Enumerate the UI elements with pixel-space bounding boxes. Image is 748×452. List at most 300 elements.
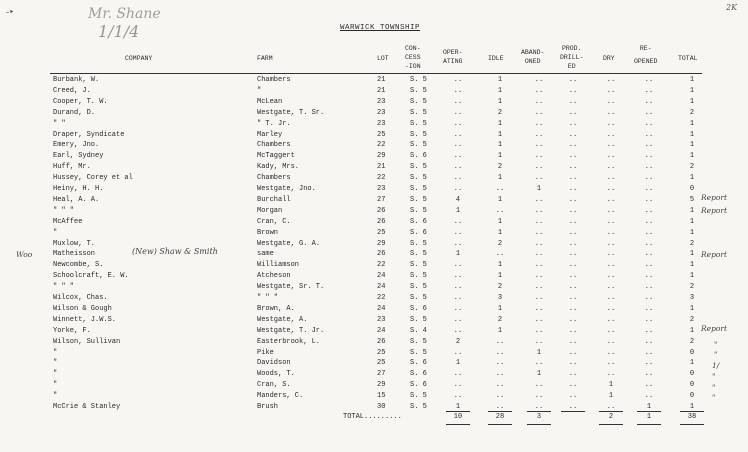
cell-ab: 1 bbox=[536, 348, 542, 357]
table-row bbox=[0, 358, 748, 369]
cell-dry: .. bbox=[606, 337, 616, 346]
margin-note-quote-1: " bbox=[714, 340, 718, 349]
cell-op: .. bbox=[453, 239, 463, 248]
cell-pd: .. bbox=[568, 239, 578, 248]
cell-dry: .. bbox=[606, 152, 616, 161]
cell-pd: .. bbox=[568, 294, 578, 302]
table-row bbox=[0, 304, 748, 315]
table-row bbox=[0, 130, 748, 141]
cell-re: .. bbox=[644, 392, 654, 401]
cell-ab: .. bbox=[534, 381, 544, 390]
cell-idle: .. bbox=[495, 403, 505, 411]
cell-dry: .. bbox=[606, 228, 616, 237]
table-row bbox=[0, 337, 748, 348]
margin-note-quote-2: " bbox=[714, 350, 718, 359]
table-row bbox=[0, 75, 748, 86]
cell-re: .. bbox=[644, 381, 654, 390]
totals-operating: 10 bbox=[453, 413, 463, 421]
cell-con: S. 6 bbox=[410, 381, 427, 390]
cell-total: 0 bbox=[689, 370, 695, 379]
cell-total: 2 bbox=[689, 337, 695, 346]
cell-total: 2 bbox=[689, 283, 695, 292]
cell-company: Durand, D. bbox=[53, 108, 96, 117]
cell-op: .. bbox=[453, 370, 463, 379]
cell-farm: " " " bbox=[257, 294, 279, 302]
cell-op: .. bbox=[453, 283, 463, 292]
cell-ab: .. bbox=[534, 152, 544, 161]
cell-ab: .. bbox=[534, 174, 544, 183]
cell-idle: 2 bbox=[497, 315, 503, 324]
cell-company: " bbox=[53, 370, 58, 379]
table-row bbox=[0, 271, 748, 282]
cell-lot: 21 bbox=[377, 163, 386, 172]
cell-dry: .. bbox=[606, 97, 616, 106]
cell-pd: .. bbox=[568, 76, 578, 84]
table-row bbox=[0, 184, 748, 195]
cell-con: S. 5 bbox=[410, 272, 427, 281]
cell-ab: .. bbox=[534, 97, 544, 106]
cell-idle: .. bbox=[495, 206, 505, 215]
document-title: WARWICK TOWNSHIP bbox=[340, 24, 421, 32]
cell-idle: 2 bbox=[497, 163, 503, 172]
cell-idle: 1 bbox=[497, 76, 503, 84]
table-row bbox=[0, 119, 748, 130]
header-reopened bbox=[634, 44, 657, 66]
cell-pd: .. bbox=[568, 359, 578, 368]
cell-con: S. 5 bbox=[410, 195, 427, 204]
cell-pd: .. bbox=[568, 370, 578, 379]
cell-re: .. bbox=[644, 86, 654, 95]
cell-farm: Burchall bbox=[257, 195, 291, 204]
cell-lot: 23 bbox=[377, 108, 386, 117]
cell-con: S. 5 bbox=[410, 294, 427, 302]
cell-dry: .. bbox=[606, 294, 616, 302]
header-operating-1: OPER- bbox=[443, 49, 463, 56]
cell-lot: 23 bbox=[377, 185, 386, 193]
header-prod-2: DRILL- bbox=[560, 54, 584, 61]
cell-total: 1 bbox=[689, 272, 695, 281]
cell-farm: Brown bbox=[257, 228, 279, 237]
cell-pd: .. bbox=[568, 326, 578, 335]
cell-lot: 23 bbox=[377, 119, 386, 128]
cell-farm: " bbox=[257, 86, 262, 95]
margin-note-report-3: Report bbox=[701, 250, 728, 259]
cell-idle: .. bbox=[495, 359, 505, 368]
cell-ab: .. bbox=[534, 326, 544, 335]
totals-dry: 2 bbox=[608, 413, 614, 421]
cell-op: 4 bbox=[455, 195, 461, 204]
cell-op: .. bbox=[453, 119, 463, 128]
cell-re: .. bbox=[644, 283, 654, 292]
cell-dry: .. bbox=[606, 250, 616, 259]
handwritten-header-date: 1/1/4 bbox=[98, 22, 140, 41]
cell-idle: 2 bbox=[497, 239, 503, 248]
cell-dry: .. bbox=[606, 370, 616, 379]
cell-op: .. bbox=[453, 272, 463, 281]
table-row bbox=[0, 348, 748, 359]
cell-farm: Cran, C. bbox=[257, 217, 291, 226]
table-row bbox=[0, 249, 748, 260]
cell-ab: .. bbox=[534, 250, 544, 259]
totals-double-rule-total bbox=[680, 424, 704, 425]
cell-con: S. 5 bbox=[410, 315, 427, 324]
cell-company: Matheisson bbox=[53, 250, 96, 259]
header-con-2: CESS bbox=[405, 54, 421, 61]
cell-idle: 1 bbox=[497, 195, 503, 204]
cell-re: .. bbox=[644, 370, 654, 379]
totals-rule-dry bbox=[599, 411, 623, 412]
cell-company: Heal, A. A. bbox=[53, 195, 100, 204]
cell-total: 1 bbox=[689, 206, 695, 215]
margin-note-woo: Woo bbox=[16, 250, 33, 259]
cell-lot: 22 bbox=[377, 261, 386, 270]
cell-lot: 21 bbox=[377, 76, 386, 84]
cell-company: Schoolcraft, E. W. bbox=[53, 272, 129, 281]
header-prod-3: ED bbox=[567, 63, 576, 70]
margin-note-quote-4: " bbox=[712, 383, 716, 392]
cell-lot: 23 bbox=[377, 315, 386, 324]
cell-total: 0 bbox=[689, 392, 695, 401]
cell-farm: Kady, Mrs. bbox=[257, 163, 300, 172]
header-idle: IDLE bbox=[488, 55, 504, 62]
cell-con: S. 5 bbox=[410, 174, 427, 183]
cell-re: .. bbox=[644, 315, 654, 324]
cell-con: S. 5 bbox=[410, 86, 427, 95]
cell-farm: Cran, S. bbox=[257, 381, 291, 390]
cell-con: S. 5 bbox=[410, 283, 427, 292]
totals-rule-ab bbox=[527, 411, 551, 412]
cell-re: .. bbox=[644, 272, 654, 281]
cell-ab: .. bbox=[534, 130, 544, 139]
cell-total: 1 bbox=[689, 403, 695, 411]
cell-total: 1 bbox=[689, 119, 695, 128]
header-rule bbox=[50, 73, 702, 74]
cell-farm: McTaggert bbox=[257, 152, 295, 161]
cell-company: Wilson & Gough bbox=[53, 304, 112, 313]
cell-idle: .. bbox=[495, 370, 505, 379]
cell-re: .. bbox=[644, 76, 654, 84]
totals-rule-idle bbox=[488, 411, 512, 412]
table-row bbox=[0, 228, 748, 239]
cell-farm: same bbox=[257, 250, 274, 259]
cell-con: S. 6 bbox=[410, 228, 427, 237]
table-row bbox=[0, 260, 748, 271]
cell-company: Cooper, T. W. bbox=[53, 97, 108, 106]
totals-double-rule-ab bbox=[527, 424, 551, 425]
cell-re: 1 bbox=[646, 403, 652, 411]
cell-pd: .. bbox=[568, 272, 578, 281]
cell-ab: .. bbox=[534, 141, 544, 150]
cell-company: Creed, J. bbox=[53, 86, 91, 95]
cell-company: Emery, Jno. bbox=[53, 141, 100, 150]
cell-dry: .. bbox=[606, 326, 616, 335]
cell-farm: Brown, A. bbox=[257, 304, 295, 313]
table-row bbox=[0, 282, 748, 293]
table-row bbox=[0, 86, 748, 97]
cell-op: .. bbox=[453, 381, 463, 390]
cell-op: .. bbox=[453, 163, 463, 172]
cell-re: .. bbox=[644, 195, 654, 204]
cell-idle: .. bbox=[495, 348, 505, 357]
cell-farm: Westgate, T. Jr. bbox=[257, 326, 325, 335]
cell-idle: 3 bbox=[497, 294, 503, 302]
totals-rule-re bbox=[637, 411, 661, 412]
header-prod-1: PROD. bbox=[561, 45, 582, 52]
cell-con: S. 5 bbox=[410, 108, 427, 117]
header-operating-2: ATING bbox=[443, 58, 463, 65]
cell-ab: .. bbox=[534, 239, 544, 248]
cell-farm: Williamson bbox=[257, 261, 300, 270]
table-row bbox=[0, 151, 748, 162]
cell-con: S. 5 bbox=[410, 239, 427, 248]
cell-pd: .. bbox=[568, 195, 578, 204]
cell-idle: 1 bbox=[497, 119, 503, 128]
header-abandoned bbox=[521, 48, 544, 66]
totals-double-rule-idle bbox=[488, 424, 512, 425]
cell-dry: .. bbox=[606, 86, 616, 95]
cell-dry: .. bbox=[606, 315, 616, 324]
table-row bbox=[0, 195, 748, 206]
table-row bbox=[0, 173, 748, 184]
cell-total: 2 bbox=[689, 108, 695, 117]
cell-op: .. bbox=[453, 217, 463, 226]
cell-pd: .. bbox=[568, 86, 578, 95]
cell-op: .. bbox=[453, 130, 463, 139]
cell-company: " " " bbox=[53, 283, 75, 292]
totals-double-rule-re bbox=[637, 424, 661, 425]
table-row bbox=[0, 293, 748, 304]
cell-con: S. 5 bbox=[410, 206, 427, 215]
cell-dry: .. bbox=[606, 195, 616, 204]
table-row bbox=[0, 108, 748, 119]
margin-note-report-1: Report bbox=[701, 193, 728, 202]
cell-pd: .. bbox=[568, 130, 578, 139]
cell-ab: .. bbox=[534, 86, 544, 95]
table-row bbox=[0, 239, 748, 250]
cell-farm: Chambers bbox=[257, 174, 291, 183]
cell-farm: Chambers bbox=[257, 141, 291, 150]
cell-company: Winnett, J.W.S. bbox=[53, 315, 117, 324]
cell-pd: .. bbox=[568, 206, 578, 215]
cell-re: .. bbox=[644, 239, 654, 248]
table-row bbox=[0, 315, 748, 326]
cell-idle: 1 bbox=[497, 86, 503, 95]
cell-total: 2 bbox=[689, 163, 695, 172]
header-reopened-1: RE- bbox=[639, 45, 652, 52]
cell-ab: .. bbox=[534, 283, 544, 292]
cell-dry: .. bbox=[606, 239, 616, 248]
cell-idle: 1 bbox=[497, 326, 503, 335]
cell-op: .. bbox=[453, 76, 463, 84]
cell-ab: 1 bbox=[536, 370, 542, 379]
cell-company: Newcombe, S. bbox=[53, 261, 104, 270]
cell-con: S. 5 bbox=[410, 261, 427, 270]
table-row bbox=[0, 380, 748, 391]
cell-pd: .. bbox=[568, 108, 578, 117]
cell-re: .. bbox=[644, 348, 654, 357]
cell-ab: .. bbox=[534, 359, 544, 368]
cell-re: .. bbox=[644, 294, 654, 302]
cell-con: S. 5 bbox=[410, 392, 427, 401]
cell-company: McCrie & Stanley bbox=[53, 403, 121, 411]
cell-op: 1 bbox=[455, 206, 461, 215]
cell-dry: .. bbox=[606, 108, 616, 117]
cell-pd: .. bbox=[568, 403, 578, 411]
cell-con: S. 5 bbox=[410, 163, 427, 172]
cell-idle: 2 bbox=[497, 108, 503, 117]
table-row bbox=[0, 402, 748, 413]
totals-reopened: 1 bbox=[646, 413, 652, 421]
cell-company: " bbox=[53, 348, 58, 357]
cell-re: .. bbox=[644, 337, 654, 346]
cell-lot: 27 bbox=[377, 195, 386, 204]
cell-pd: .. bbox=[568, 185, 578, 193]
cell-company: Earl, Sydney bbox=[53, 152, 104, 161]
page-number: 2K bbox=[726, 3, 738, 12]
cell-idle: 1 bbox=[497, 261, 503, 270]
cell-con: S. 6 bbox=[410, 359, 427, 368]
cell-pd: .. bbox=[568, 304, 578, 313]
handwritten-header-name: Mr. Shane bbox=[88, 6, 161, 22]
cell-farm: Westgate, G. A. bbox=[257, 239, 321, 248]
cell-dry: .. bbox=[606, 174, 616, 183]
cell-company: McAffee bbox=[53, 217, 83, 226]
cell-pd: .. bbox=[568, 261, 578, 270]
cell-op: 1 bbox=[455, 359, 461, 368]
cell-op: .. bbox=[453, 304, 463, 313]
cell-lot: 26 bbox=[377, 206, 386, 215]
cell-company: " bbox=[53, 359, 58, 368]
cell-total: 1 bbox=[689, 130, 695, 139]
cell-con: S. 6 bbox=[410, 304, 427, 313]
cell-total: 0 bbox=[689, 381, 695, 390]
header-dry: DRY bbox=[603, 55, 615, 62]
cell-lot: 29 bbox=[377, 381, 386, 390]
cell-re: .. bbox=[644, 185, 654, 193]
cell-idle: .. bbox=[495, 185, 505, 193]
header-lot: LOT bbox=[377, 55, 389, 62]
header-reopened-2: OPENED bbox=[634, 58, 658, 65]
cell-dry: .. bbox=[606, 304, 616, 313]
totals-rule-op bbox=[446, 411, 470, 412]
cell-lot: 25 bbox=[377, 228, 386, 237]
totals-rule-total bbox=[680, 411, 704, 412]
cell-ab: .. bbox=[534, 76, 544, 84]
cell-idle: 1 bbox=[497, 152, 503, 161]
cell-con: S. 5 bbox=[410, 97, 427, 106]
cell-pd: .. bbox=[568, 315, 578, 324]
cell-dry: .. bbox=[606, 403, 616, 411]
cell-company: Burbank, W. bbox=[53, 76, 100, 84]
cell-dry: .. bbox=[606, 261, 616, 270]
cell-con: S. 6 bbox=[410, 152, 427, 161]
cell-op: .. bbox=[453, 152, 463, 161]
cell-farm: Chambers bbox=[257, 76, 291, 84]
cell-lot: 27 bbox=[377, 370, 386, 379]
cell-company: " bbox=[53, 381, 58, 390]
cell-re: .. bbox=[644, 119, 654, 128]
cell-ab: .. bbox=[534, 108, 544, 117]
cell-farm: Davidson bbox=[257, 359, 291, 368]
table-row bbox=[0, 140, 748, 151]
cell-lot: 26 bbox=[377, 337, 386, 346]
cell-ab: .. bbox=[534, 228, 544, 237]
cell-lot: 29 bbox=[377, 152, 386, 161]
cell-pd: .. bbox=[568, 97, 578, 106]
cell-farm: Manders, C. bbox=[257, 392, 304, 401]
cell-lot: 26 bbox=[377, 217, 386, 226]
cell-lot: 25 bbox=[377, 348, 386, 357]
cell-pd: .. bbox=[568, 283, 578, 292]
totals-abandoned: 3 bbox=[536, 413, 542, 421]
cell-total: 1 bbox=[689, 359, 695, 368]
header-total: TOTAL bbox=[678, 55, 698, 62]
cell-total: 1 bbox=[689, 326, 695, 335]
cell-ab: .. bbox=[534, 294, 544, 302]
cell-idle: 1 bbox=[497, 304, 503, 313]
totals-total: 38 bbox=[687, 413, 697, 421]
cell-re: .. bbox=[644, 217, 654, 226]
cell-dry: 1 bbox=[608, 381, 614, 390]
cell-farm: Morgan bbox=[257, 206, 283, 215]
cell-re: .. bbox=[644, 359, 654, 368]
cell-lot: 23 bbox=[377, 97, 386, 106]
cell-idle: 2 bbox=[497, 283, 503, 292]
margin-note-mark: 1/ bbox=[712, 361, 720, 370]
header-company: COMPANY bbox=[125, 55, 153, 62]
cell-lot: 26 bbox=[377, 250, 386, 259]
cell-op: .. bbox=[453, 261, 463, 270]
header-prod bbox=[560, 44, 583, 71]
cell-con: S. 5 bbox=[410, 337, 427, 346]
cell-company: Huff, Mr. bbox=[53, 163, 91, 172]
margin-note-quote-5: " bbox=[712, 393, 716, 402]
cell-total: 0 bbox=[689, 185, 695, 193]
cell-pd: .. bbox=[568, 152, 578, 161]
header-abandoned-1: ABAND- bbox=[521, 49, 545, 56]
cell-idle: 1 bbox=[497, 272, 503, 281]
cell-re: .. bbox=[644, 326, 654, 335]
cell-op: .. bbox=[453, 294, 463, 302]
cell-farm: McLean bbox=[257, 97, 283, 106]
header-con-1: CON- bbox=[405, 45, 421, 52]
cell-total: 1 bbox=[689, 152, 695, 161]
table-row bbox=[0, 206, 748, 217]
cell-total: 1 bbox=[689, 228, 695, 237]
cell-dry: .. bbox=[606, 272, 616, 281]
cell-op: .. bbox=[453, 326, 463, 335]
cell-re: .. bbox=[644, 261, 654, 270]
cell-pd: .. bbox=[568, 337, 578, 346]
table-row bbox=[0, 217, 748, 228]
cell-dry: .. bbox=[606, 163, 616, 172]
cell-total: 1 bbox=[689, 250, 695, 259]
cell-dry: .. bbox=[606, 185, 616, 193]
header-con-3: -ION bbox=[405, 63, 421, 70]
table-row bbox=[0, 369, 748, 380]
cell-farm: Brush bbox=[257, 403, 279, 411]
cell-con: S. 6 bbox=[410, 217, 427, 226]
cell-op: .. bbox=[453, 141, 463, 150]
cell-total: 1 bbox=[689, 141, 695, 150]
cell-re: .. bbox=[644, 250, 654, 259]
cell-re: .. bbox=[644, 206, 654, 215]
cell-idle: 1 bbox=[497, 97, 503, 106]
cell-dry: .. bbox=[606, 359, 616, 368]
cell-farm: Woods, T. bbox=[257, 370, 295, 379]
cell-farm: Pike bbox=[257, 348, 274, 357]
cell-ab: .. bbox=[534, 217, 544, 226]
